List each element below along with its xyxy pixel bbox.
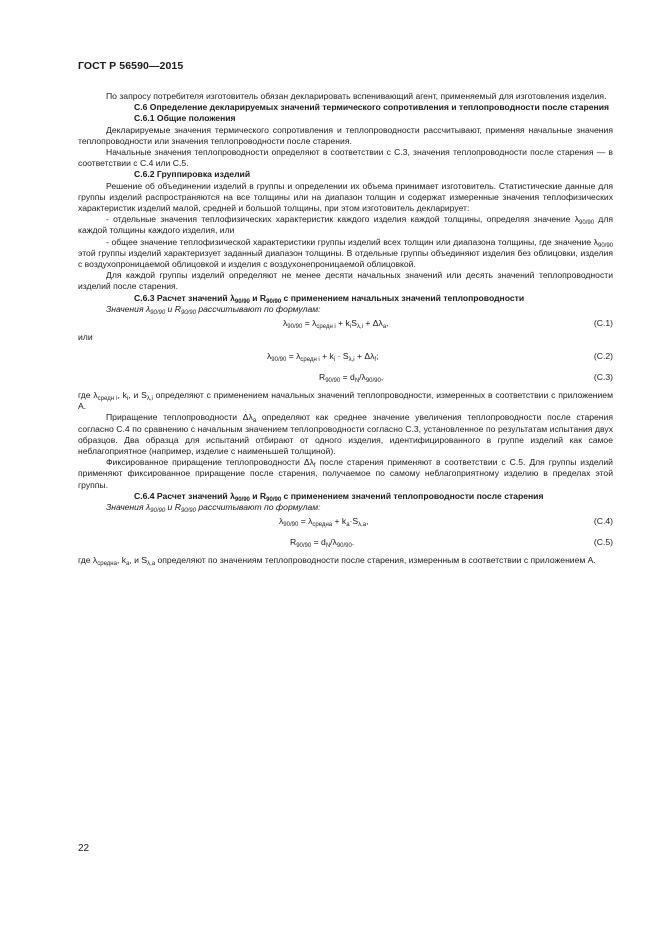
section-c61-title: С.6.1 Общие положения — [134, 113, 236, 124]
document-body — [78, 91, 613, 567]
paragraph-c64-where: где $\lambda_{средна}$, $k_a$, и $S_{\lambda,a}$ определяют по значениям теплопроводности после старения, измеренным в соответствии с приложением А. — [78, 555, 596, 568]
paragraph-c62-dash-2: - общее значение теплофизической характеристики группы изделий всех толщин или диапазона толщины, где значение $\lambda_{90/90}$ этой группы изделий характеризует заданный диапазон толщины. В отдельные группы объединяют изделия без облицовки, изделия с воздухопроницаемой облицовкой и изделия с воздухонепроницаемой облицовкой. — [78, 236, 613, 270]
formula-c5 — [78, 534, 613, 551]
formula-c5-number: (С.5) — [593, 537, 613, 548]
section-c62-title: С.6.2 Группировка изделий — [134, 169, 251, 180]
formula-c3-number: (С.3) — [593, 372, 613, 383]
section-c6-title: С.6 Определение декларируемых значений термического сопротивления и теплопроводности после старения — [134, 102, 610, 113]
document-code: ГОСТ Р 56590—2015 — [78, 60, 184, 72]
paragraph-intro: По запросу потребителя изготовитель обязан декларировать вспенивающий агент, применяемый для изготовления изделия. — [106, 91, 607, 101]
formula-c4 — [78, 513, 613, 530]
formula-c1-expression: $\lambda_{90/90} = \lambda_{средн i} + k_iS_{\lambda,i} + \Delta\lambda_a$, — [283, 318, 389, 331]
section-c63-title: С.6.3 Расчет значений $\lambda_{90/90}$ и $R_{90/90}$ с применением начальных значений теплопроводности — [134, 292, 525, 305]
conjunction-or: или — [78, 332, 93, 343]
formula-c2-number: (С.2) — [593, 351, 613, 362]
paragraph-c63-3: Фиксированное приращение теплопроводности $\Delta\lambda_f$ после старения применяют в соответствии с С.5. Для группы изделий применяют фиксированное приращение после старения, получаемое по самому неблагоприятному изделию в пределах этой группы. — [78, 457, 613, 490]
formula-c2-expression: $\lambda_{90/90} = \lambda_{средн i} + k_i \cdot S_{\lambda,i} + \Delta\lambda_f$; — [267, 351, 379, 364]
formula-c1-number: (С.1) — [593, 318, 613, 329]
paragraph-c63-2: Приращение теплопроводности $\Delta\lambda_a$ определяют как среднее значение увеличения теплопроводности после старения согласно С.4 по сравнению с начальным значением теплопроводности согласно С.3, установленное по результатам испытания двух образцов. Два образца для испытаний отбирают от одного изделия, идентифицированного в группе изделий как самое неблагоприятное (например, изделие с наименьшей толщиной). — [78, 412, 614, 457]
formula-intro-c64: Значения $\lambda_{90/90}$ и $R_{90/90}$ рассчитывают по формулам: — [106, 502, 321, 515]
paragraph-c61-1: Декларируемые значения термического сопротивления и теплопроводности рассчитывают, применяя начальные значения теплопроводности или значения теплопроводности после старения. — [78, 124, 613, 146]
paragraph-c62-dash-1: - отдельные значения теплофизических характеристик каждого изделия каждой толщины, определяя значение $\lambda_{90/90}$ для каждой толщины каждого изделия, или — [78, 214, 613, 236]
formula-c4-expression: $\lambda_{90/90} = \lambda_{средна} + k_a\cdot S_{\lambda,a}$, — [279, 516, 369, 529]
formula-c1 — [78, 315, 613, 332]
page-number: 22 — [78, 843, 90, 854]
paragraph-c62-2: Для каждой группы изделий определяют не менее десяти начальных значений или десять значений теплопроводности изделий после старения. — [78, 270, 613, 292]
formula-c3 — [78, 369, 613, 386]
formula-intro-c63: Значения $\lambda_{90/90}$ и $R_{90/90}$ рассчитывают по формулам: — [106, 303, 321, 316]
paragraph-c63-where: где $\lambda_{средн i}$, $k_i$, и $S_{\lambda,i}$ определяют с применением начальных значений теплопроводности, измеренных в соответствии с приложением А. — [78, 390, 613, 412]
formula-c4-number: (С.4) — [593, 516, 613, 527]
section-c64-title: С.6.4 Расчет значений $\lambda_{90/90}$ и $R_{90/90}$ с применением значений теплопроводности после старения — [134, 490, 544, 503]
formula-c2 — [78, 348, 613, 365]
paragraph-c61-2: Начальные значения теплопроводности определяют в соответствии с С.3, значения теплопроводности после старения — в соответствии с С.4 или С.5. — [78, 147, 613, 169]
paragraph-c62-1: Решение об объединении изделий в группы и определении их объема принимает изготовитель. Статистические данные для группы изделий распространяются на все толщины или на диапазон толщин и содержат измеренные значения теплофизических характеристик изделий малой, средней и большой толщины, при этом изготовитель декларирует: — [78, 180, 613, 214]
formula-c3-expression: $R_{90/90} = d_N/\lambda_{90/90}$, — [319, 372, 384, 385]
formula-c5-expression: $R_{90/90} = d_N/\lambda_{90/90}$. — [290, 537, 355, 550]
